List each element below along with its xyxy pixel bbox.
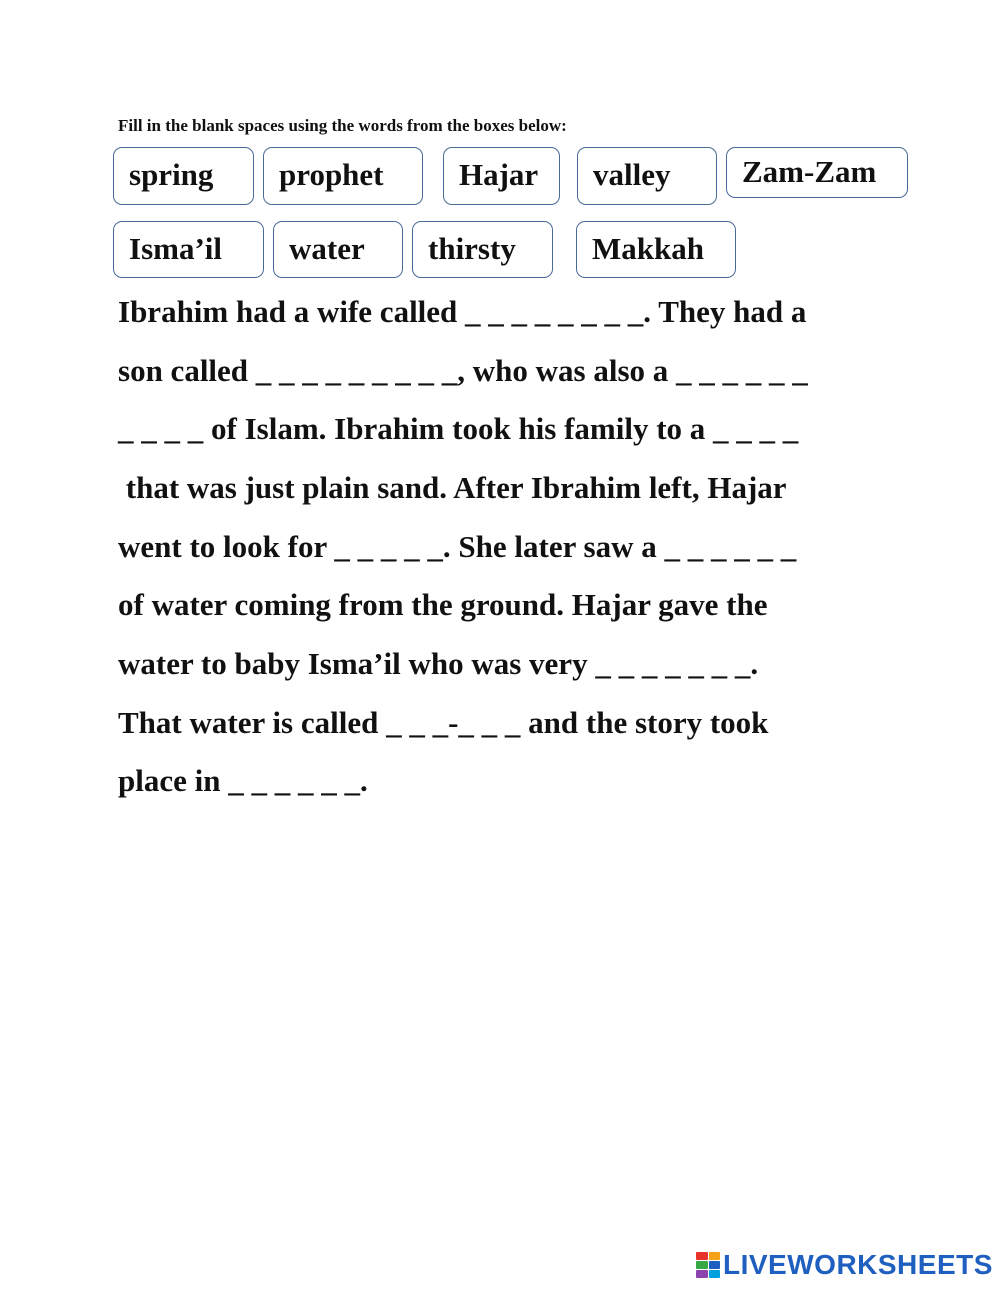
word-box-valley[interactable]	[577, 147, 717, 205]
passage-line: That water is called _ _ _-_ _ _ and the story took	[118, 705, 769, 740]
word-label: Zam-Zam	[742, 153, 877, 189]
passage-line: _ _ _ _ of Islam. Ibrahim took his family to a _ _ _ _	[118, 411, 799, 446]
word-box-thirsty[interactable]	[412, 221, 553, 278]
liveworksheets-logo	[696, 1250, 993, 1280]
word-label: valley	[593, 156, 671, 192]
word-box-makkah[interactable]	[576, 221, 736, 278]
logo-blocks-icon	[696, 1252, 720, 1278]
passage-line: went to look for _ _ _ _ _. She later saw a _ _ _ _ _ _	[118, 529, 797, 564]
logo-block	[696, 1252, 708, 1260]
word-label: spring	[129, 156, 214, 192]
word-box-prophet[interactable]	[263, 147, 423, 205]
word-box-water[interactable]	[273, 221, 403, 278]
instructions-text: Fill in the blank spaces using the words from the boxes below:	[118, 116, 567, 135]
passage-line: water to baby Isma’il who was very _ _ _ _ _ _ _.	[118, 646, 759, 681]
passage-line: son called _ _ _ _ _ _ _ _ _, who was also a _ _ _ _ _ _	[118, 353, 808, 388]
word-box-ismail[interactable]	[113, 221, 264, 278]
logo-block	[709, 1252, 721, 1260]
passage-line: of water coming from the ground. Hajar gave the	[118, 587, 768, 622]
passage-line: that was just plain sand. After Ibrahim left, Hajar	[118, 470, 787, 505]
word-label: Makkah	[592, 230, 704, 266]
logo-block	[709, 1261, 721, 1269]
word-label: Isma’il	[129, 230, 222, 266]
passage-line: place in _ _ _ _ _ _.	[118, 763, 368, 798]
logo-text: LIVEWORKSHEETS	[723, 1249, 993, 1280]
logo-block	[696, 1261, 708, 1269]
word-label: water	[289, 230, 365, 266]
logo-block	[696, 1270, 708, 1278]
word-box-zam-zam[interactable]	[726, 147, 908, 198]
word-label: prophet	[279, 156, 384, 192]
word-box-hajar[interactable]	[443, 147, 560, 205]
logo-block	[709, 1270, 721, 1278]
passage-line: Ibrahim had a wife called _ _ _ _ _ _ _ _. They had a	[118, 294, 807, 329]
word-box-spring[interactable]	[113, 147, 254, 205]
word-label: thirsty	[428, 230, 516, 266]
word-label: Hajar	[459, 156, 539, 192]
